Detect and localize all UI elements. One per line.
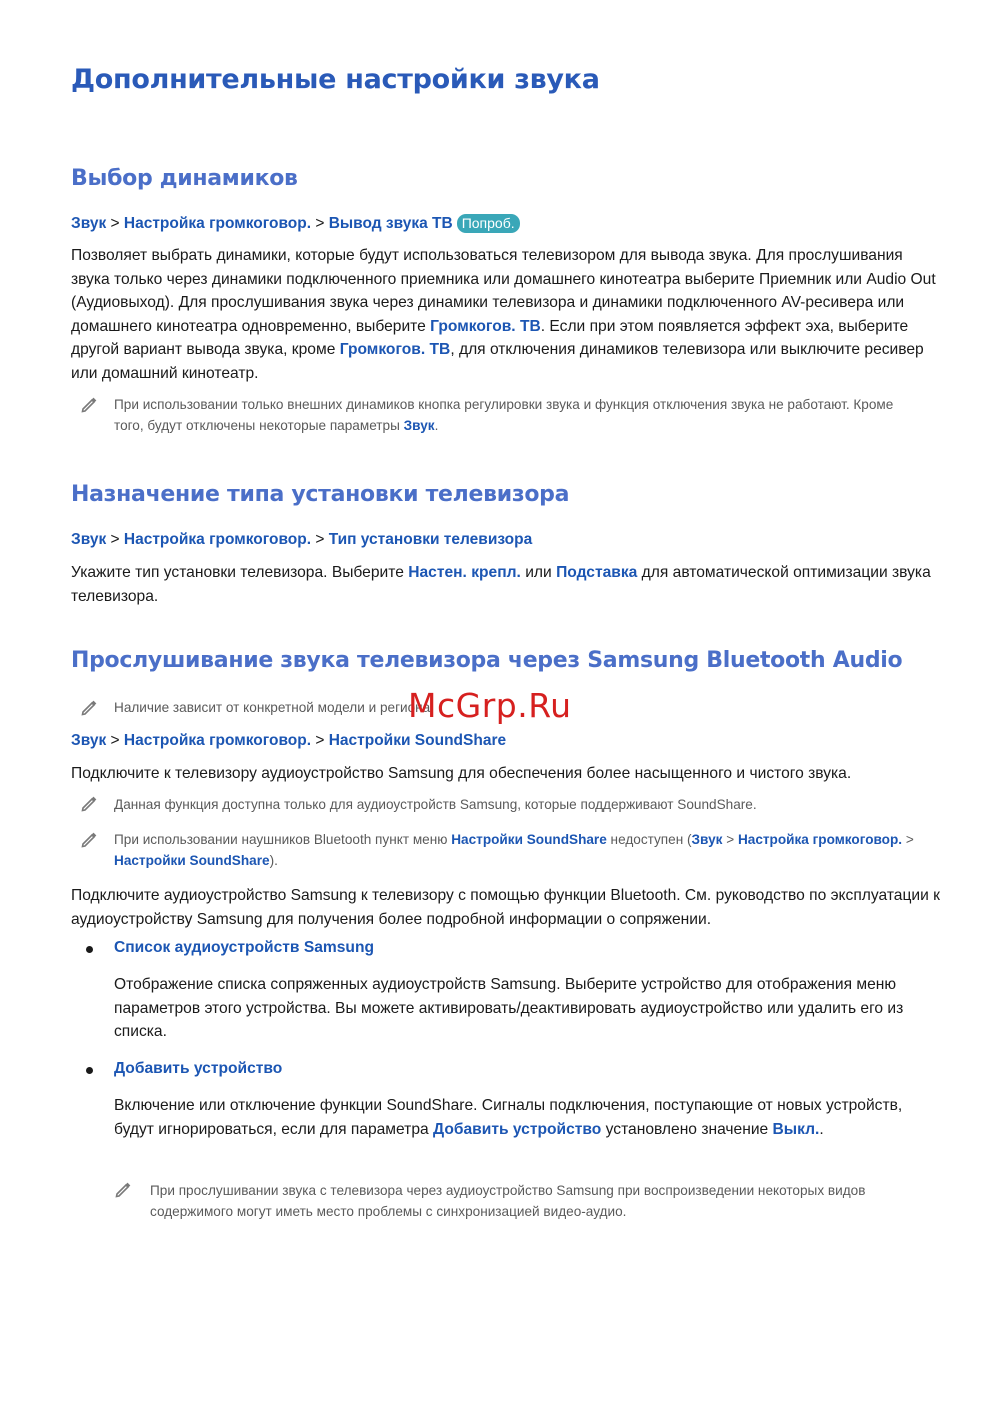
breadcrumb-link-tv-sound-output[interactable]: Вывод звука ТВ <box>328 215 453 232</box>
breadcrumb-separator: > <box>106 531 124 548</box>
link-soundshare-settings[interactable]: Настройки SoundShare <box>451 832 607 847</box>
speakers-description: Позволяет выбрать динамики, которые будут использоваться телевизором для вывода звука. Для прослушивания звука только через динамики подключенного приемника или домашнего кинотеатра выберите Приемник или Audio Out (Аудиовыход). Для прослушивания звука через динамики телевизора и динамики подключенного AV-ресивера или домашнего кинотеатра одновременно, выберите Громкогов. ТВ. Если при этом появляется эффект эха, выберите другой вариант вывода звука, кроме Громкогов. ТВ, для отключения динамиков телевизора или выключите ресивер или домашний кинотеатр. <box>71 247 936 382</box>
bluetooth-pairing-description: Подключите аудиоустройство Samsung к телевизору с помощью функции Bluetooth. См. руководство по эксплуатации к аудиоустройству Samsung для получения более подробной информации о сопряжении. <box>71 887 940 928</box>
breadcrumb-link-speaker-settings[interactable]: Настройка громкоговор. <box>123 215 312 232</box>
breadcrumb-link-speaker-settings[interactable]: Настройка громкоговор. <box>123 732 312 749</box>
breadcrumb-speakers <box>71 214 520 233</box>
bullet-label-device-list[interactable]: Список аудиоустройств Samsung <box>114 939 375 956</box>
breadcrumb-link-sound[interactable]: Звук <box>71 215 107 232</box>
bluetooth-description: Подключите к телевизору аудиоустройство Samsung для обеспечения более насыщенного и чистого звука. <box>71 765 852 782</box>
breadcrumb-separator: > <box>311 732 329 749</box>
install-type-description: Укажите тип установки телевизора. Выберите Настен. крепл. или Подставка для автоматической оптимизации звука телевизора. <box>71 564 931 605</box>
link-stand[interactable]: Подставка <box>556 564 638 581</box>
breadcrumb-separator: > <box>106 215 124 232</box>
bullet-label-add-device[interactable]: Добавить устройство <box>114 1060 283 1077</box>
pencil-icon <box>80 794 98 812</box>
breadcrumb-link-sound[interactable]: Звук <box>71 732 107 749</box>
link-sound[interactable]: Звук <box>403 418 435 433</box>
section-heading-bluetooth-audio: Прослушивание звука телевизора через Samsung Bluetooth Audio <box>71 648 903 673</box>
pencil-icon <box>80 698 98 716</box>
link-sound[interactable]: Звук <box>691 832 723 847</box>
link-tv-speaker[interactable]: Громкогов. ТВ <box>430 317 541 335</box>
breadcrumb-link-install-type[interactable]: Тип установки телевизора <box>328 531 533 548</box>
note-model-dependent: Наличие зависит от конкретной модели и региона. <box>114 700 435 715</box>
link-soundshare-settings[interactable]: Настройки SoundShare <box>114 853 270 868</box>
try-now-badge[interactable]: Попроб. <box>457 214 520 233</box>
pencil-icon <box>80 830 98 848</box>
page-title: Дополнительные настройки звука <box>71 64 600 95</box>
link-tv-speaker[interactable]: Громкогов. ТВ <box>339 341 451 358</box>
breadcrumb-install-type <box>71 531 532 549</box>
section-heading-speakers: Выбор динамиков <box>71 166 298 191</box>
breadcrumb-link-soundshare-settings[interactable]: Настройки SoundShare <box>328 732 507 749</box>
bullet-icon <box>86 1067 93 1074</box>
watermark: McGrp.Ru <box>408 686 572 725</box>
note-soundshare-support: Данная функция доступна только для аудиоустройств Samsung, которые поддерживают SoundShare. <box>114 797 757 812</box>
link-add-device[interactable]: Добавить устройство <box>433 1120 602 1138</box>
bullet-desc-add-device: Включение или отключение функции SoundShare. Сигналы подключения, поступающие от новых устройств, будут игнорироваться, если для параметра Добавить устройство установлено значение Выкл.. <box>114 1097 903 1138</box>
section-heading-install-type: Назначение типа установки телевизора <box>71 482 570 507</box>
note-av-sync: При прослушивании звука с телевизора через аудиоустройство Samsung при воспроизведении некоторых видов содержимого могут иметь место проблемы с синхронизацией видео-аудио. <box>150 1183 866 1219</box>
pencil-icon <box>114 1180 132 1198</box>
breadcrumb-separator: > <box>311 531 329 548</box>
breadcrumb-soundshare <box>71 732 506 750</box>
breadcrumb-separator: > <box>106 732 124 749</box>
bullet-desc-device-list: Отображение списка сопряженных аудиоустройств Samsung. Выберите устройство для отображения меню параметров этого устройства. Вы можете активировать/деактивировать аудиоустройство или удалить его из списка. <box>114 976 904 1040</box>
link-off[interactable]: Выкл. <box>772 1120 820 1138</box>
bullet-icon <box>86 946 93 953</box>
note-external-speakers: При использовании только внешних динамиков кнопка регулировки звука и функция отключения звука не работают. Кроме того, будут отключены некоторые параметры Звук. <box>114 397 894 433</box>
link-wall-mount[interactable]: Настен. крепл. <box>408 564 521 581</box>
note-bluetooth-headphones: При использовании наушников Bluetooth пункт меню Настройки SoundShare недоступен (Звук > Настройка громкоговор. > Настройки SoundShare). <box>114 832 914 868</box>
breadcrumb-separator: > <box>311 215 329 232</box>
link-speaker-settings[interactable]: Настройка громкоговор. <box>737 832 903 847</box>
breadcrumb-link-speaker-settings[interactable]: Настройка громкоговор. <box>123 531 312 548</box>
breadcrumb-link-sound[interactable]: Звук <box>71 531 107 548</box>
pencil-icon <box>80 395 98 413</box>
